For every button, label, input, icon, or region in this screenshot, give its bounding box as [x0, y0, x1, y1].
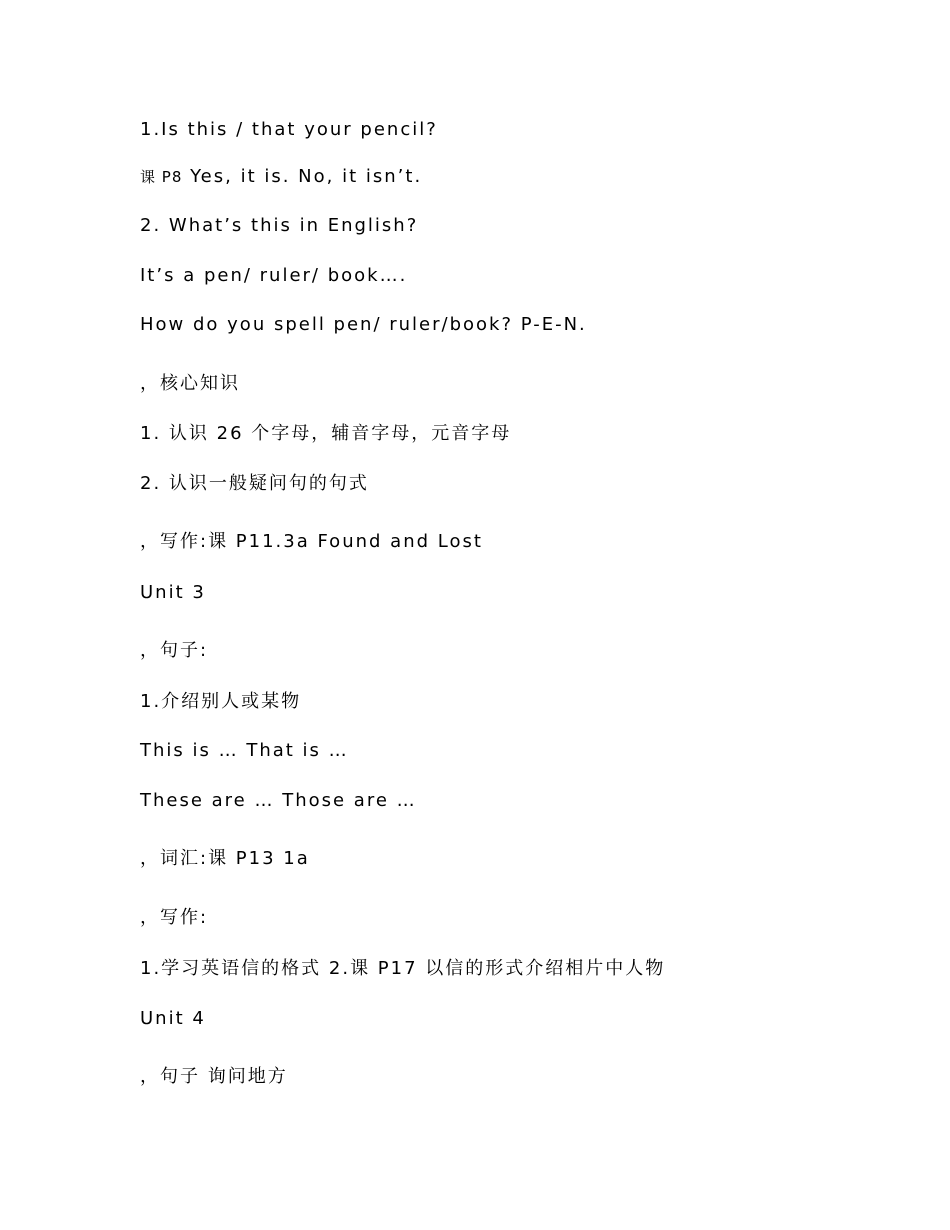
- section-heading: ，句子 询问地方: [140, 1066, 288, 1087]
- text-line: This is … That is …: [140, 740, 349, 761]
- page-reference: 课 P8: [140, 168, 183, 186]
- text-line: These are … Those are …: [140, 790, 417, 811]
- text-line: 1.介绍别人或某物: [140, 691, 302, 712]
- text-line: 1. 认识 26 个字母，辅音字母，元音字母: [140, 423, 512, 444]
- text-line: How do you spell pen/ ruler/book? P-E-N.: [140, 314, 587, 335]
- section-heading: ，词汇:课 P13 1a: [140, 848, 310, 869]
- section-heading: ，写作:: [140, 907, 209, 928]
- unit-heading: Unit 4: [140, 1008, 206, 1029]
- text-line: It’s a pen/ ruler/ book….: [140, 265, 408, 286]
- text-line-content: Yes, it is. No, it isn’t.: [182, 166, 423, 187]
- text-line: 1.学习英语信的格式 2.课 P17 以信的形式介绍相片中人物: [140, 958, 666, 979]
- unit-heading: Unit 3: [140, 582, 206, 603]
- section-heading: ，核心知识: [140, 373, 240, 394]
- text-line: [140, 165, 422, 189]
- section-heading: ，句子:: [140, 640, 209, 661]
- text-line: 1.Is this / that your pencil?: [140, 119, 438, 140]
- text-line: 2. What’s this in English?: [140, 215, 419, 236]
- section-heading: ，写作:课 P11.3a Found and Lost: [140, 531, 483, 552]
- text-line: 2. 认识一般疑问句的句式: [140, 473, 369, 494]
